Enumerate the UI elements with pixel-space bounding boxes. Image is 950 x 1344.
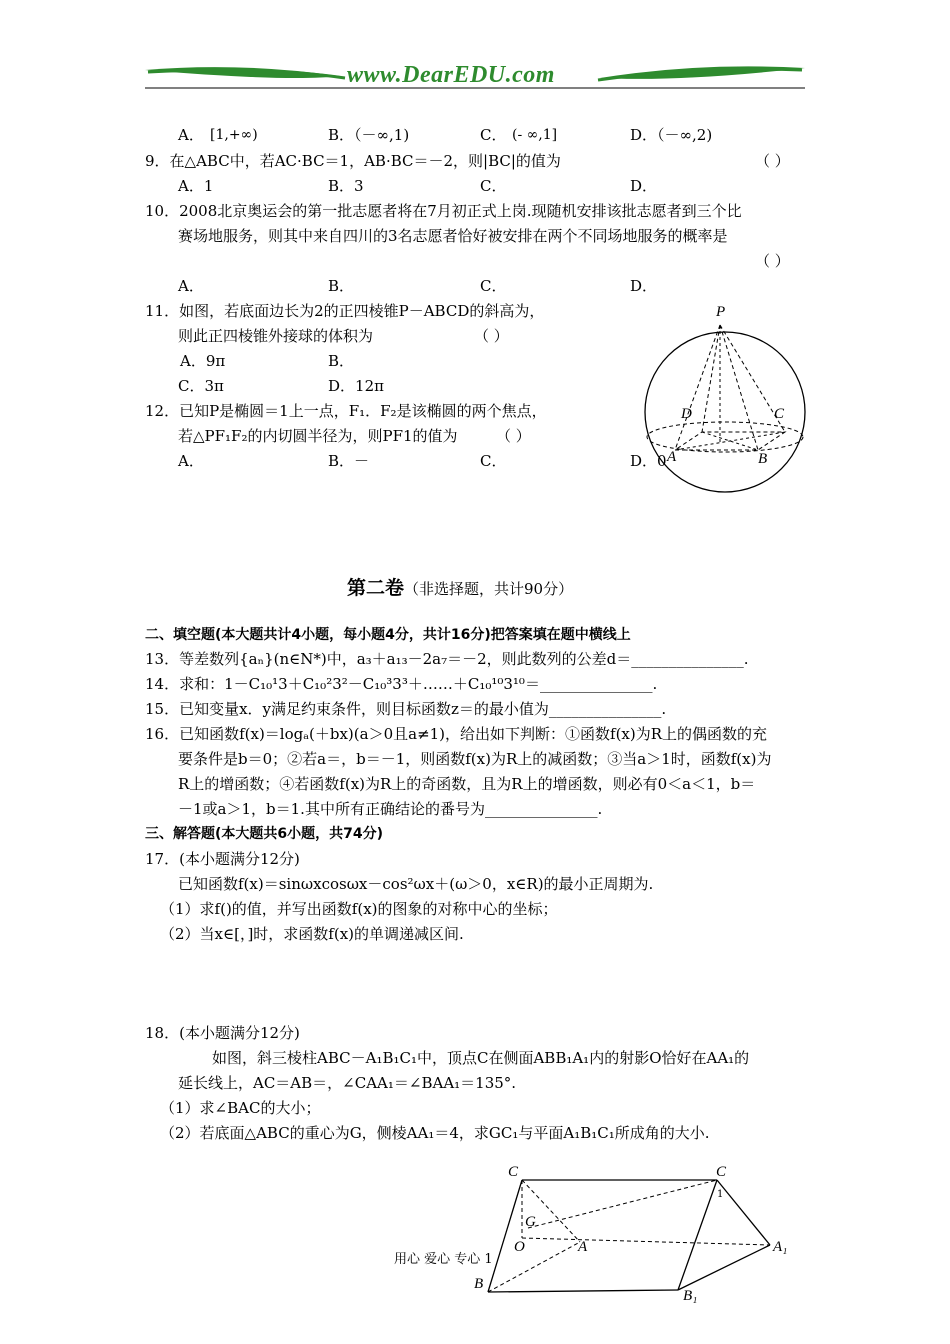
fig2-label-c1: C (716, 1164, 727, 1180)
fig2-label-a: A (578, 1239, 588, 1255)
q9-answer-paren: （ ） (755, 152, 790, 170)
fig1-label-c: C (774, 406, 785, 422)
pyramid-sphere-diagram (640, 300, 810, 500)
part2-title: 第二卷 (347, 577, 405, 599)
part2-title-block (347, 573, 573, 600)
q9-option-d: D． (630, 177, 658, 195)
q9-option-b: B．3 (328, 177, 364, 195)
q18-part-2: （2）若底面△ABC的重心为G，侧棱AA₁＝4，求GC₁与平面A₁B₁C₁所成角的大小. (160, 1124, 710, 1142)
fig1-label-p: P (716, 304, 726, 320)
q12-option-d: D．0 (630, 452, 667, 470)
q11-option-d: D．12π (328, 377, 384, 395)
site-logo[interactable]: www.DearEDU.com (347, 62, 555, 88)
q10-option-b: B． (328, 277, 355, 295)
q11-option-b: B． (328, 352, 355, 370)
fig2-label-b: B (474, 1276, 484, 1292)
q10-option-d: D． (630, 277, 658, 295)
q12-option-a: A． (178, 452, 204, 470)
fig2-label-c1-sub: 1 (717, 1189, 724, 1200)
fig2-label-o: O (514, 1239, 525, 1255)
q9-option-a: A．1 (178, 177, 214, 195)
prism-diagram (480, 1170, 780, 1300)
q18-part-1: （1）求∠BAC的大小； (160, 1099, 321, 1117)
q10-option-a: A． (178, 277, 204, 295)
q11-line-1: 11．如图，若底面边长为2的正四棱锥P－ABCD的斜高为， (145, 302, 545, 320)
q11-line-2: 则此正四棱锥外接球的体积为 (178, 327, 374, 345)
section3-heading: 三、解答题(本大题共6小题，共74分) (145, 826, 384, 842)
q9-stem: 9．在△ABC中，若AC·BC＝1，AB·BC＝－2，则|BC|的值为 (145, 152, 561, 170)
q10-answer-paren: （ ） (755, 252, 790, 270)
q8-option-d: D．（－∞,2) (630, 126, 713, 144)
fig1-label-d: D (681, 406, 692, 422)
section2-heading: 二、填空题(本大题共计4小题，每小题4分，共计16分)把答案填在题中横线上 (145, 627, 631, 643)
q12-option-c: C． (480, 452, 507, 470)
fig2-label-c: C (508, 1164, 519, 1180)
q12-option-b: B．－ (328, 452, 370, 470)
part2-subtitle: （非选择题，共计90分） (404, 580, 574, 598)
q12-line-1: 12．已知P是椭圆＝1上一点，F₁．F₂是该椭圆的两个焦点， (145, 402, 547, 420)
q11-option-a: A．9π (180, 352, 226, 370)
q8-option-a-label: A． (178, 126, 204, 144)
q9-option-c: C． (480, 177, 507, 195)
q10-option-c: C． (480, 277, 507, 295)
fig1-label-a: A (667, 449, 677, 465)
q16-line-2: 要条件是b＝0；②若a＝，b＝－1，则函数f(x)为R上的减函数；③当a＞1时，函数f(x)为 (178, 750, 772, 768)
fig1-label-b: B (758, 451, 768, 467)
q10-line-1: 10．2008北京奥运会的第一批志愿者将在7月初正式上岗.现随机安排该批志愿者到三个比 (145, 202, 742, 220)
page-footer: 用心 爱心 专心 1 (394, 1252, 493, 1267)
q8-option-a-value: [1,+∞) (210, 127, 258, 143)
q12-line-2: 若△PF₁F₂的内切圆半径为，则PF1的值为 (178, 427, 458, 445)
q17-part-1: （1）求f()的值，并写出函数f(x)的图象的对称中心的坐标； (160, 900, 558, 918)
q13: 13．等差数列{aₙ}(n∈N*)中，a₃＋a₁₃－2a₇＝－2，则此数列的公差d＝_______________. (145, 650, 749, 668)
q18-stem-line-2: 延长线上，AC＝AB＝，∠CAA₁＝∠BAA₁＝135°. (178, 1074, 517, 1092)
q8-option-c-value: (- ∞,1] (512, 127, 558, 143)
fig2-label-b1: B₁ (683, 1288, 698, 1304)
q16-line-4: －1或a＞1，b＝1.其中所有正确结论的番号为_______________. (178, 800, 603, 818)
fig2-label-a1: A₁ (773, 1239, 788, 1255)
q14: 14．求和：1－C₁₀¹3＋C₁₀²3²－C₁₀³3³＋……＋C₁₀¹⁰3¹⁰＝_______________. (145, 675, 658, 693)
fig2-label-g: G (525, 1214, 536, 1230)
q17-heading: 17．(本小题满分12分) (145, 850, 300, 868)
q17-part-2: （2）当x∈[，]时，求函数f(x)的单调递减区间. (160, 925, 464, 943)
q16-line-3: R上的增函数；④若函数f(x)为R上的奇函数，且为R上的增函数，则必有0＜a＜1，b＝ (178, 775, 756, 793)
q18-stem-line-1: 如图，斜三棱柱ABC－A₁B₁C₁中，顶点C在侧面ABB₁A₁内的射影O恰好在AA₁的 (212, 1049, 750, 1067)
q11-option-c: C．3π (178, 377, 224, 395)
q8-option-b: B．（－∞,1) (328, 126, 410, 144)
q18-heading: 18．(本小题满分12分) (145, 1024, 300, 1042)
q17-stem: 已知函数f(x)＝sinωxcosωx－cos²ωx＋(ω＞0，x∈R)的最小正周期为. (178, 875, 654, 893)
q11-answer-paren: （ ） (474, 327, 509, 345)
q15: 15．已知变量x．y满足约束条件，则目标函数z＝的最小值为_______________. (145, 700, 667, 718)
q8-option-c-label: C． (480, 126, 507, 144)
q12-answer-paren: （ ） (496, 427, 531, 445)
q10-line-2: 赛场地服务，则其中来自四川的3名志愿者恰好被安排在两个不同场地服务的概率是 (178, 227, 728, 245)
q16-line-1: 16．已知函数f(x)＝logₐ(＋bx)(a＞0且a≠1)，给出如下判断：①函数f(x)为R上的偶函数的充 (145, 725, 768, 743)
